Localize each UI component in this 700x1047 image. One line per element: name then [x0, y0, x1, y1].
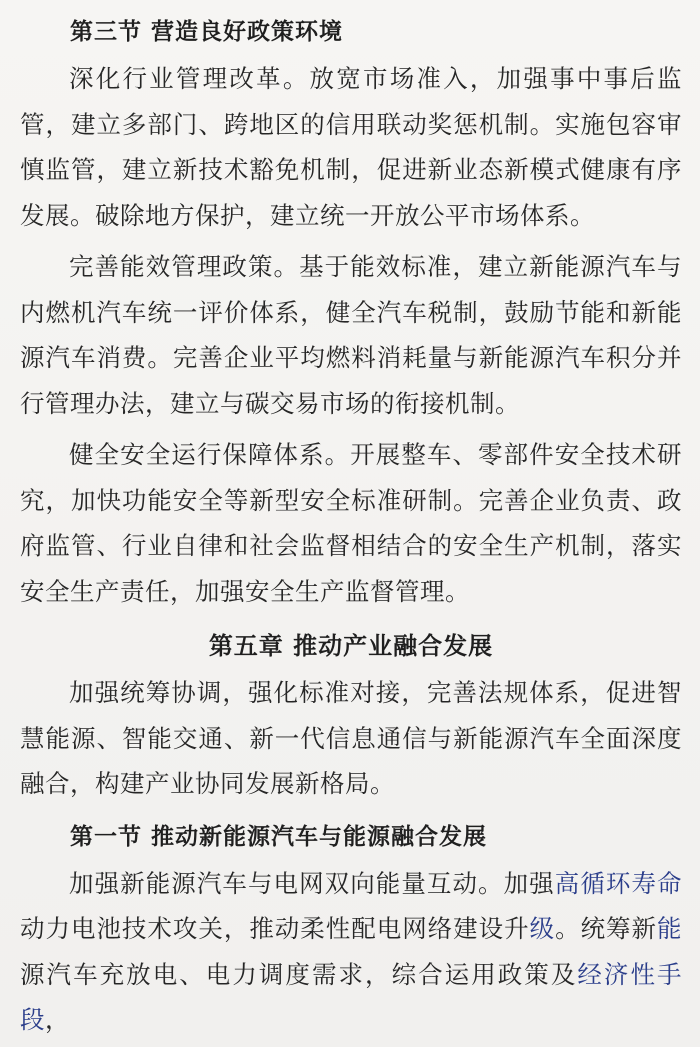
- paragraph-safety-system: 健全安全运行保障体系。开展整车、零部件安全技术研究，加快功能安全等新型安全标准研制。完善企业负责、政府监管、行业自律和社会监督相结合的安全生产机制，落实安全生产责任，加强安全生产监督管理。: [20, 440, 682, 606]
- chapter-heading-industry-fusion: 第五章 推动产业融合发展: [208, 632, 494, 660]
- text-segment: 。统筹新: [555, 914, 658, 943]
- highlighted-text-segment: 能: [657, 914, 683, 943]
- paragraph-vehicle-grid-interaction: [20, 861, 682, 1043]
- text-segment: 源汽车充放电、电力调度需求，综合运用政策及: [20, 959, 578, 989]
- paragraph-energy-efficiency-policy: 完善能效管理政策。基于能效标准，建立新能源汽车与内燃机汽车统一评价体系，健全汽车税制，鼓励节能和新能源汽车消费。完善企业平均燃料消耗量与新能源汽车积分并行管理办法，建立与碳交易市场的衔接机制。: [20, 252, 682, 418]
- highlighted-text-segment: 高循环寿命: [554, 868, 683, 898]
- paragraph-industry-management-reform: 深化行业管理改革。放宽市场准入，加强事中事后监管，建立多部门、跨地区的信用联动奖惩机制。实施包容审慎监管，建立新技术豁免机制，促进新业态新模式健康有序发展。破除地方保护，建立统一开放公平市场体系。: [20, 64, 682, 230]
- highlighted-text-segment: 级: [529, 914, 556, 943]
- text-segment: ，: [45, 1005, 70, 1034]
- section-heading-energy-fusion: 第一节 推动新能源汽车与能源融合发展: [70, 823, 488, 850]
- text-segment: 动力电池技术攻关，推动柔性配电网络建设升: [20, 914, 530, 943]
- section-heading-policy-environment: 第三节 营造良好政策环境: [70, 19, 344, 45]
- highlighted-text-segment: 经济性手段: [20, 959, 682, 1034]
- paragraph-chapter-intro: 加强统筹协调，强化标准对接，完善法规体系，促进智慧能源、智能交通、新一代信息通信与新能源汽车全面深度融合，构建产业协同发展新格局。: [20, 678, 682, 798]
- text-segment: 加强新能源汽车与电网双向能量互动。加强: [69, 868, 555, 898]
